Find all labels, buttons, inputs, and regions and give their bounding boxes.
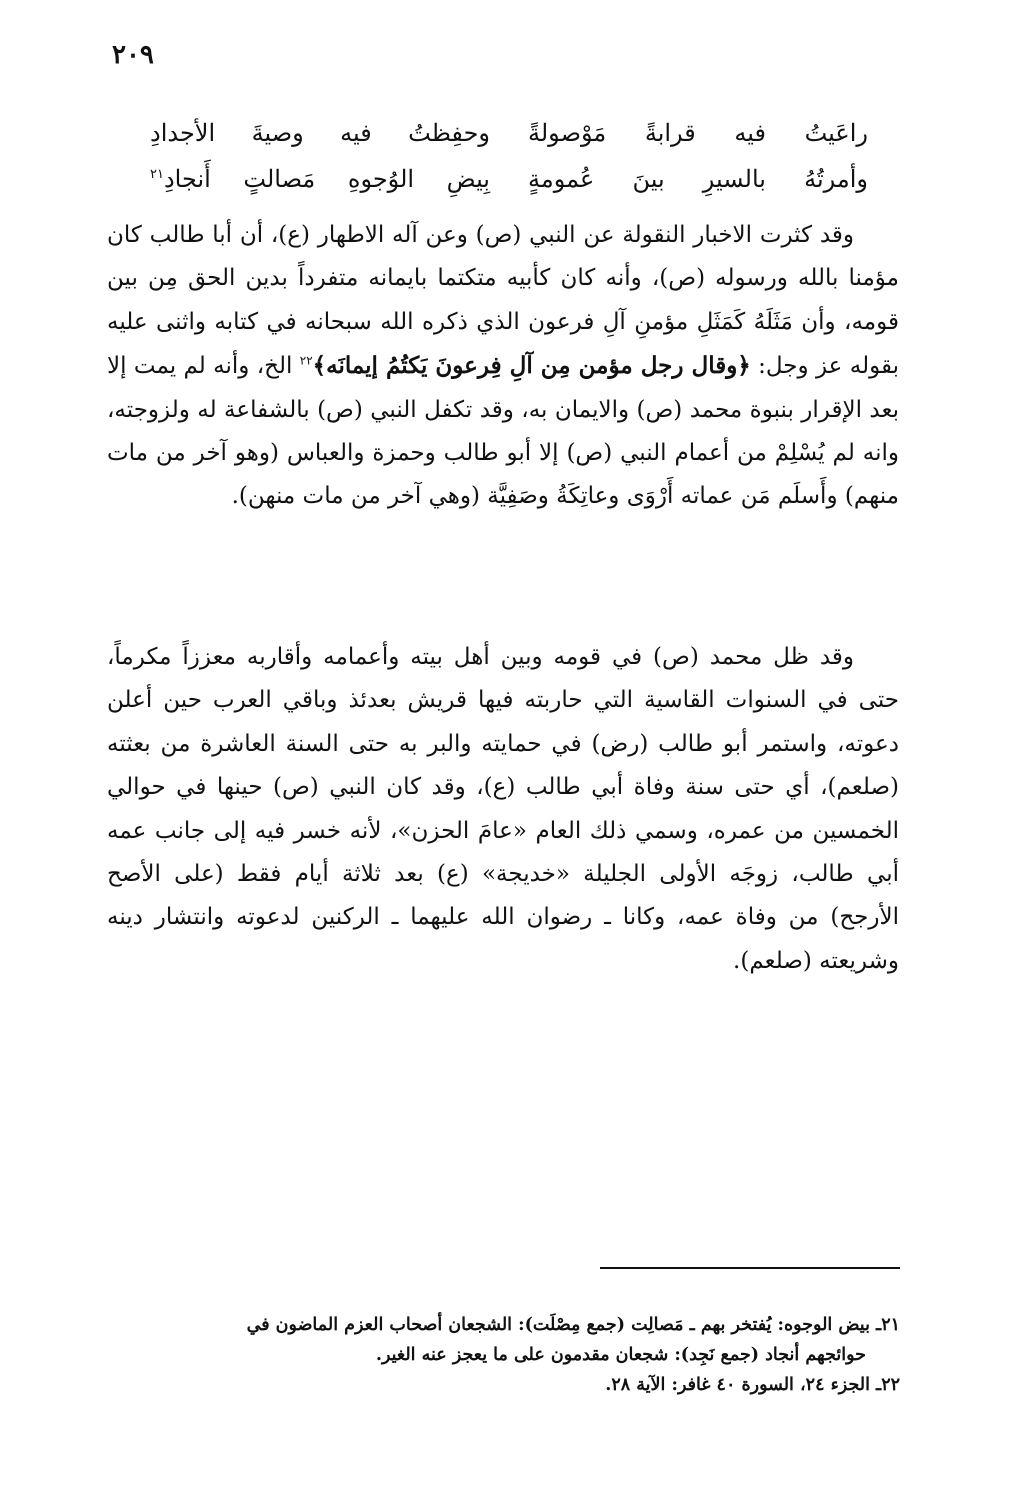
footnote-21-continuation: حوائجهم أنجاد (جمع نَجِد): شجعان مقدمون على ما يعجز عنه الغير. bbox=[375, 1345, 866, 1365]
footnote-number: ٢١ـ bbox=[876, 1315, 900, 1335]
verse-first-hemistich: راعَيتُ فيه قرابةً مَوْصولةً bbox=[528, 119, 868, 147]
body-paragraph-1 bbox=[107, 214, 899, 519]
footnote-divider bbox=[600, 1267, 900, 1269]
footnotes bbox=[107, 1310, 900, 1400]
page-number: ٢٠٩ bbox=[112, 40, 154, 70]
footnote-text: بيض الوجوه: يُفتخر بهم ـ مَصالِت (جمع مِصْلَت): الشجعان أصحاب العزم الماضون في bbox=[246, 1315, 877, 1335]
footnote-marker: ٢١ bbox=[150, 167, 164, 182]
verse-row bbox=[150, 110, 868, 156]
footnote-21 bbox=[107, 1310, 900, 1340]
poem bbox=[150, 110, 868, 202]
body-paragraph-2 bbox=[107, 636, 899, 983]
paragraph-text: الخ، وأنه لم يمت إلا بعد الإقرار بنبوة محمد (ص) والايمان به، وقد تكفل النبي (ص) بالشفاعة له ولزوجته، وانه لم يُسْلِمْ من أعمام النبي (ص) إلا أبو طالب وحمزة والعباس (وهو آخر من مات منهم) وأَسلَم مَن عماته أَرْوَى وعاتِكَةُ وصَفِيَّة (وهي آخر من مات منهن). bbox=[107, 353, 899, 510]
footnote-marker: ٢٢ bbox=[299, 353, 313, 368]
quran-quote: ﴿وقال رجل مؤمن مِن آلِ فِرعونَ يَكتُمُ إيمانَه﴾ bbox=[312, 352, 751, 380]
verse-second-hemistich: وحفِظتُ فيه وصيةَ الأجدادِ bbox=[150, 119, 490, 147]
verse-second-hemistich: بِيضِ الوُجوهِ مَصالتٍ أَنجادِ$^{٢١}$ bbox=[150, 165, 490, 193]
paragraph-text: وقد ظل محمد (ص) في قومه وبين أهل بيته وأعمامه وأقاربه معززاً مكرماً، حتى في السنوات القاسية التي حاربته فيها قريش بعدئذ وباقي العرب حين أعلن دعوته، واستمر أبو طالب (رض) في حمايته والبر به حتى السنة العاشرة من بعثته (صلعم)، أي حتى سنة وفاة أبي طالب (ع)، وقد كان النبي (ص) حينها في حوالي الخمسين من عمره، وسمي ذلك العام «عامَ الحزن»، لأنه خسر فيه إلى جانب عمه أبي طالب، زوجَه الأولى الجليلة «خديجة» (ع) بعد ثلاثة أيام فقط (على الأصح الأرجح) من وفاة عمه، وكانا ـ رضوان الله عليهما ـ الركنين لدعوته وانتشار دينه وشريعته (صلعم). bbox=[107, 644, 899, 974]
verse-row bbox=[150, 156, 868, 202]
paragraph-text: وقد كثرت الاخبار النقولة عن النبي (ص) وعن آله الاطهار (ع)، أن أبا طالب كان مؤمنا بالله ورسوله (ص)، وأنه كان كأبيه متكتما بايمانه متفرداً بدين الحق مِن بين قومه، وأن مَثَلَهُ كَمَثَلِ مؤمنِ آلِ فرعون الذي ذكره الله سبحانه في كتابه واثنى عليه بقوله عز وجل: bbox=[107, 222, 900, 380]
footnote-22 bbox=[107, 1370, 900, 1400]
verse-first-hemistich: وأمرتُهُ بالسيرِ بينَ عُمومةٍ bbox=[528, 165, 868, 193]
footnote-text: الجزء ٢٤، السورة ٤٠ غافر: الآية ٢٨. bbox=[605, 1375, 877, 1395]
footnote-number: ٢٢ـ bbox=[876, 1375, 900, 1395]
